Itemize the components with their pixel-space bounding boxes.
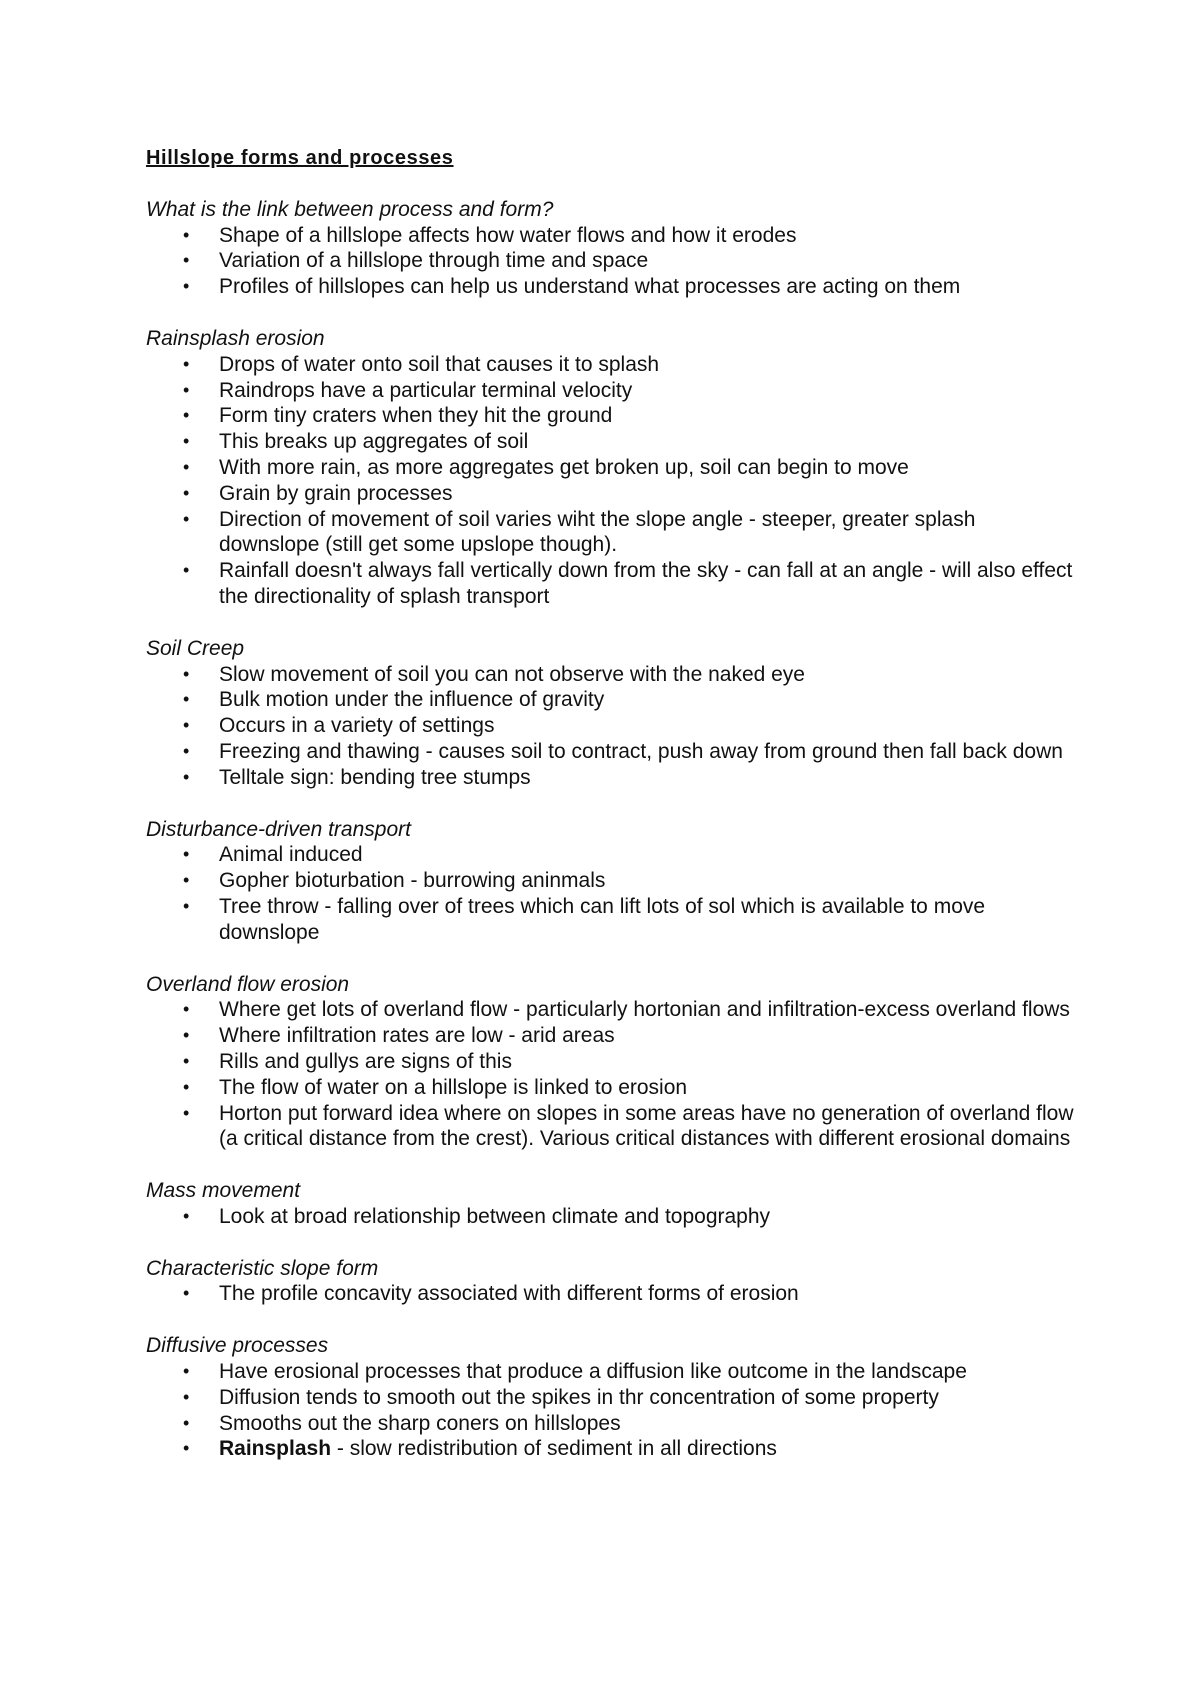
bullet-item (146, 765, 1076, 791)
bullet-item (146, 352, 1076, 378)
bullet-item (146, 1385, 1076, 1411)
bullet-text: Rills and gullys are signs of this (219, 1049, 512, 1073)
section (146, 636, 1076, 791)
section-heading: Disturbance-driven transport (146, 817, 411, 841)
bullet-text: Smooths out the sharp coners on hillslopes (219, 1411, 621, 1435)
bullet-icon: • (183, 1050, 190, 1071)
bullet-icon: • (183, 560, 190, 581)
bullet-list (146, 1204, 1076, 1230)
bullet-icon: • (183, 999, 190, 1020)
bullet-icon: • (183, 663, 190, 684)
bullet-text: Occurs in a variety of settings (219, 714, 495, 738)
document-title: Hillslope forms and processes (146, 147, 454, 169)
bullet-icon: • (183, 1386, 190, 1407)
bullet-text: This breaks up aggregates of soil (219, 430, 529, 454)
bullet-list (146, 997, 1076, 1152)
bullet-icon: • (183, 405, 190, 426)
section-heading: Rainsplash erosion (146, 326, 325, 350)
bullet-list (146, 1281, 1076, 1307)
bullet-text: Direction of movement of soil varies wiht the slope angle - steeper, greater splash downslope (still get some upslope though). (219, 507, 976, 557)
bullet-text: Bulk motion under the influence of gravity (219, 688, 605, 712)
section (146, 1178, 1076, 1230)
bullet-item (146, 481, 1076, 507)
bullet-list (146, 352, 1076, 610)
bullet-item (146, 1023, 1076, 1049)
bullet-icon: • (183, 715, 190, 736)
bullet-text: Variation of a hillslope through time and space (219, 249, 649, 273)
bullet-text: Tree throw - falling over of trees which can lift lots of sol which is available to move downslope (219, 894, 986, 944)
bullet-text: Where get lots of overland flow - particularly hortonian and infiltration-excess overland flows (219, 998, 1070, 1022)
bullet-icon: • (183, 1076, 190, 1097)
section (146, 817, 1076, 946)
bullet-icon: • (183, 224, 190, 245)
bullet-icon: • (183, 508, 190, 529)
bullet-icon: • (183, 895, 190, 916)
bullet-icon: • (183, 482, 190, 503)
section-heading: What is the link between process and form? (146, 197, 554, 221)
document-body (146, 146, 1076, 1488)
bullet-text: Rainfall doesn't always fall vertically down from the sky - can fall at an angle - will also effect the directionality of splash transport (219, 559, 1073, 608)
bullet-item (146, 1204, 1076, 1230)
bullet-icon: • (183, 1361, 190, 1382)
bullet-list (146, 842, 1076, 945)
section (146, 197, 1076, 300)
bullet-text: Animal induced (219, 843, 363, 867)
bullet-icon: • (183, 276, 190, 297)
section-heading: Overland flow erosion (146, 972, 350, 996)
bullet-icon: • (183, 740, 190, 761)
bullet-text: - slow redistribution of sediment in all directions (331, 1437, 777, 1461)
bullet-item (146, 894, 1076, 946)
section (146, 1256, 1076, 1308)
bullet-item (146, 1101, 1076, 1153)
bullet-text: With more rain, as more aggregates get broken up, soil can begin to move (219, 455, 909, 479)
bullet-text: Telltale sign: bending tree stumps (219, 765, 531, 789)
bullet-icon: • (183, 1438, 190, 1459)
bullet-item (146, 997, 1076, 1023)
section-heading: Characteristic slope form (146, 1256, 379, 1280)
section-heading: Soil Creep (146, 636, 245, 660)
bullet-icon: • (183, 431, 190, 452)
bullet-icon: • (183, 1283, 190, 1304)
bullet-item (146, 1075, 1076, 1101)
bullet-item (146, 223, 1076, 249)
bullet-text: Grain by grain processes (219, 481, 453, 505)
bullet-icon: • (183, 250, 190, 271)
bullet-icon: • (183, 870, 190, 891)
bullet-item (146, 868, 1076, 894)
bullet-item (146, 248, 1076, 274)
bullet-list (146, 1359, 1076, 1462)
bullet-text: Raindrops have a particular terminal velocity (219, 378, 633, 402)
bullet-item (146, 842, 1076, 868)
bullet-text: Diffusion tends to smooth out the spikes in thr concentration of some property (219, 1385, 939, 1409)
bullet-item (146, 1281, 1076, 1307)
section-heading: Diffusive processes (146, 1334, 329, 1358)
bullet-text: Slow movement of soil you can not observe with the naked eye (219, 662, 805, 686)
bullet-item (146, 662, 1076, 688)
section (146, 326, 1076, 610)
bullet-text: Horton put forward idea where on slopes in some areas have no generation of overland flow (a critical distance from the crest). Various critical distances with different erosional domains (219, 1101, 1074, 1151)
bullet-item (146, 739, 1076, 765)
bullet-item (146, 1411, 1076, 1437)
bullet-item (146, 274, 1076, 300)
bullet-icon: • (183, 766, 190, 787)
bullet-icon: • (183, 1102, 190, 1123)
bullet-text: The flow of water on a hillslope is linked to erosion (219, 1075, 688, 1099)
bullet-icon: • (183, 1025, 190, 1046)
bullet-text: Form tiny craters when they hit the ground (219, 404, 613, 428)
bullet-list (146, 223, 1076, 300)
bullet-item (146, 1359, 1076, 1385)
bullet-text: Gopher bioturbation - burrowing aninmals (219, 869, 606, 893)
bullet-text: The profile concavity associated with different forms of erosion (219, 1282, 799, 1306)
section (146, 972, 1076, 1153)
bullet-item (146, 455, 1076, 481)
bullet-icon: • (183, 379, 190, 400)
bullet-text: Where infiltration rates are low - arid areas (219, 1024, 615, 1048)
bullet-icon: • (183, 1412, 190, 1433)
bullet-text: Drops of water onto soil that causes it to splash (219, 352, 660, 376)
bullet-item (146, 403, 1076, 429)
bullet-icon: • (183, 353, 190, 374)
bullet-item (146, 429, 1076, 455)
bullet-item (146, 378, 1076, 404)
bullet-item (146, 1049, 1076, 1075)
bullet-item (146, 713, 1076, 739)
bullet-item (146, 687, 1076, 713)
bullet-icon: • (183, 844, 190, 865)
bullet-item (146, 558, 1076, 610)
bullet-icon: • (183, 456, 190, 477)
bullet-text: Look at broad relationship between climate and topography (219, 1204, 771, 1228)
bullet-text: Profiles of hillslopes can help us understand what processes are acting on them (219, 275, 961, 299)
bullet-text: Shape of a hillslope affects how water flows and how it erodes (219, 223, 797, 247)
bullet-icon: • (183, 689, 190, 710)
bullet-icon: • (183, 1205, 190, 1226)
bullet-bold-term: Rainsplash (219, 1437, 332, 1461)
bullet-item (146, 507, 1076, 559)
section-list (146, 197, 1076, 1462)
section-heading: Mass movement (146, 1179, 301, 1203)
bullet-item (146, 1436, 1076, 1462)
bullet-list (146, 662, 1076, 791)
bullet-text: Have erosional processes that produce a diffusion like outcome in the landscape (219, 1360, 967, 1384)
bullet-text: Freezing and thawing - causes soil to contract, push away from ground then fall back down (219, 739, 1063, 763)
section (146, 1333, 1076, 1462)
